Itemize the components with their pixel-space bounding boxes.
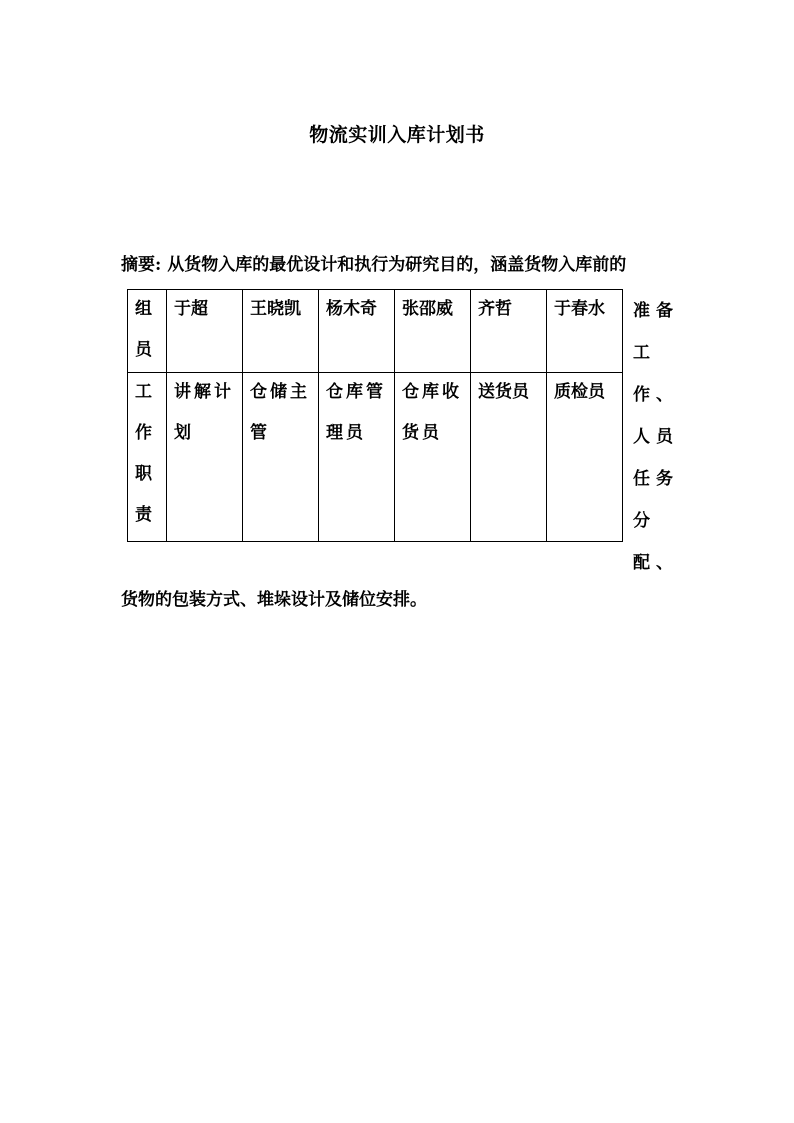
member-name: 于超	[174, 299, 208, 319]
member-cell	[167, 290, 243, 373]
duty-cell	[547, 373, 623, 542]
member-name: 于春水	[554, 299, 605, 319]
member-cell	[471, 290, 547, 373]
table-row-header	[128, 373, 167, 542]
member-name: 王晓凯	[250, 299, 301, 319]
duties-header: 工作职责	[135, 382, 152, 525]
member-name: 杨木奇	[326, 299, 377, 319]
duties-row	[128, 373, 623, 542]
roster-table	[127, 289, 623, 542]
duty-text: 仓库收货员	[402, 382, 462, 443]
duty-cell	[319, 373, 395, 542]
duty-text: 讲解计划	[174, 382, 234, 443]
abstract-last-line: 货物的包装方式、堆垛设计及储位安排。	[121, 590, 427, 610]
abstract-wrapped-text: 准备工作、人员任务分配、	[633, 301, 679, 573]
member-name: 张邵威	[402, 299, 453, 319]
member-cell	[243, 290, 319, 373]
table-row-header	[128, 290, 167, 373]
member-cell	[319, 290, 395, 373]
duty-text: 仓库管理员	[326, 382, 386, 443]
duty-cell	[395, 373, 471, 542]
duty-text: 质检员	[554, 382, 605, 402]
duty-text: 送货员	[478, 382, 529, 402]
member-cell	[547, 290, 623, 373]
members-header: 组员	[135, 299, 152, 360]
duty-cell	[167, 373, 243, 542]
abstract-text: 从货物入库的最优设计和执行为研究目的，涵盖货物入库前的	[161, 255, 627, 275]
member-name: 齐哲	[478, 299, 512, 319]
duty-cell	[471, 373, 547, 542]
members-row	[128, 290, 623, 373]
duty-cell	[243, 373, 319, 542]
abstract-label: 摘要:	[121, 255, 162, 275]
member-cell	[395, 290, 471, 373]
abstract-first-line	[121, 250, 681, 275]
page-title: 物流实训入库计划书	[309, 124, 485, 146]
duty-text: 仓储主管	[250, 382, 310, 443]
